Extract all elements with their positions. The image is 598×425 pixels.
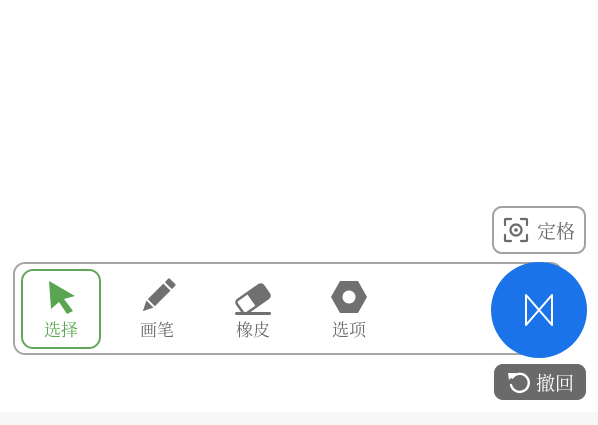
focus-target-icon [503, 217, 529, 243]
toolbar [13, 262, 563, 355]
tool-eraser-label: 橡皮 [236, 321, 270, 341]
tool-options-label: 选项 [332, 321, 366, 341]
floating-action-button[interactable] [491, 262, 587, 358]
pencil-icon [137, 277, 177, 317]
tool-eraser[interactable] [213, 269, 293, 349]
tool-pencil[interactable] [117, 269, 197, 349]
snap-button-label: 定格 [536, 220, 575, 243]
tool-select[interactable] [21, 269, 101, 349]
bottom-strip [0, 412, 598, 425]
cursor-arrow-icon [41, 277, 81, 317]
bowtie-icon [521, 292, 557, 328]
tool-select-label: 选择 [44, 321, 78, 341]
tool-pencil-label: 画笔 [140, 321, 174, 341]
undo-button-label: 撤回 [535, 372, 574, 395]
undo-button[interactable] [494, 364, 586, 400]
hexagon-nut-icon [329, 277, 369, 317]
snap-button[interactable] [492, 206, 586, 254]
undo-arrow-icon [506, 369, 532, 395]
eraser-icon [233, 277, 273, 317]
tool-options[interactable] [309, 269, 389, 349]
